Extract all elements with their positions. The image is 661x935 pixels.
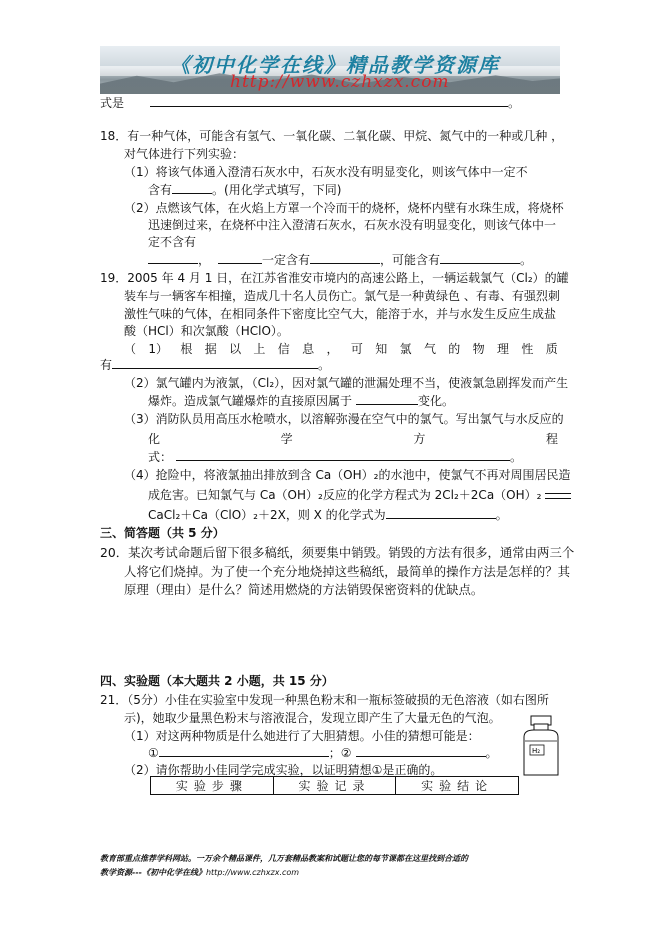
- q19-p1_words-word: 根: [180, 342, 193, 356]
- reagent-bottle-icon: [520, 715, 562, 777]
- q21-line1: 21．（5分）小佳在实验室中发现一种黑色粉末和一瓶标签破损的无色溶液（如右图所: [100, 693, 549, 707]
- q20-line2: 人将它们烧掉。为了使一个充分地烧掉这些稿纸，最简单的操作方法是怎样的？其: [124, 564, 571, 579]
- q19-p1_words-word: 质: [545, 342, 558, 356]
- q19-line4: 酸（HCl）和次氯酸（HClO）。: [124, 324, 289, 338]
- q19-p3_words-word: 程: [545, 432, 558, 446]
- col-header-steps: 实验步骤: [151, 777, 274, 795]
- bottle-label: H₂: [532, 747, 541, 755]
- q19-p1_words-word: 据: [204, 342, 217, 356]
- section4-title: 四、实验题（本大题共 2 小题，共 15 分）: [100, 674, 334, 688]
- q19-p4-line2: 成危害。已知氯气与 Ca（OH）₂反应的化学方程式为 2Cl₂＋2Ca（OH）₂: [148, 487, 571, 503]
- q18-p2-line1: （2）点燃该气体，在火焰上方罩一个冷而干的烧杯，烧杯内壁有水珠生成，将烧杯: [124, 201, 564, 215]
- experiment-table: [150, 776, 519, 795]
- q19-p1_words-word: 氯: [399, 342, 412, 356]
- q17-tail: 式是 。: [100, 96, 521, 110]
- q19-p3-line3: 式： 。: [148, 450, 523, 464]
- q19-p1_words-word: （: [124, 342, 137, 356]
- q19-p3-line1: （3）消防队员用高压水枪喷水，以溶解弥漫在空气中的氯气。写出氯气与水反应的: [124, 412, 564, 426]
- table-row: [151, 777, 519, 795]
- q18-p2-line3: 定不含有: [148, 235, 197, 249]
- footer-line1: 教育部重点推荐学科网站。一万余个精品课件，几万套精品教案和试题让您的每节课都在这里找到合适的: [100, 854, 468, 863]
- q19-p1-line1: [124, 341, 558, 357]
- banner-title: 《初中化学在线》精品教学资源库: [170, 53, 500, 77]
- q20-line3: 原理（理由）是什么？简述用燃烧的方法销毁保密资料的优缺点。: [124, 582, 484, 597]
- q21-p1-line2: ① ；② 。: [148, 746, 498, 760]
- q18-p2-line4: ， 一定含有 ，可能含有 。: [148, 252, 532, 268]
- q19-line2: 装车与一辆客车相撞，造成几十名人员伤亡。氯气是一种黄绿色 、有毒、有强烈刺: [124, 289, 560, 303]
- q21-p1-line1: （1）对这两种物质是什么她进行了大胆猜想。小佳的猜想可能是：: [124, 729, 480, 743]
- q19-p1_words-word: 可: [350, 342, 363, 356]
- q18-line1: 18．有一种气体，可能含有氢气、一氧化碳、二氧化碳、甲烷、氮气中的一种或几种 ，: [100, 129, 564, 143]
- q19-p1_words-word: 上: [253, 342, 266, 356]
- q19-p1_words-word: 信: [277, 342, 290, 356]
- q20-line1: 20．某次考试命题后留下很多稿纸，须要集中销毁。销毁的方法有很多，通常由两三个: [100, 545, 575, 560]
- q19-p4-line3: CaCl₂＋Ca（ClO）₂＋2X，则 X 的化学式为 。: [148, 508, 508, 522]
- col-header-records: 实验记录: [273, 777, 396, 795]
- q19-p1_words-word: 物: [472, 342, 485, 356]
- header-banner: [100, 46, 560, 94]
- q19-line3: 激性气味的气体，在相同条件下密度比空气大，能溶于水，并与水发生反应生成盐: [124, 307, 557, 321]
- q19-p1_words-word: 知: [375, 342, 388, 356]
- q19-p1_words-word: ，: [326, 342, 339, 356]
- footer-link[interactable]: http://www.czhxzx.com: [205, 868, 300, 877]
- q19-p4-line1: （4）抢险中，将液氯抽出排放到含 Ca（OH）₂的水池中，使氯气不再对周围居民造: [124, 468, 571, 482]
- footer-line2: 教学资源---《初中化学在线》http://www.czhxzx.com: [100, 868, 300, 877]
- banner-url: http://www.czhxzx.com: [230, 72, 450, 92]
- section3-title: 三、简答题（共 5 分）: [100, 526, 225, 540]
- q21-p2-line1: （2）请你帮助小佳同学完成实验，以证明猜想①是正确的。: [124, 763, 443, 777]
- q18-p1-line1: （1）将该气体通入澄清石灰水中，石灰水没有明显变化，则该气体中一定不: [124, 165, 528, 179]
- col-header-conclusion: 实验结论: [396, 777, 519, 795]
- q19-p1_words-word: 理: [497, 342, 510, 356]
- q18-line2: 对气体进行下列实验：: [124, 147, 245, 161]
- q18-p2-line2: 迅速倒过来，在烧杯中注入澄清石灰水，石灰水没有明显变化，则该气体中一: [148, 218, 557, 232]
- q19-p2-line2: 爆炸。造成氯气罐爆炸的直接原因属于 变化。: [148, 394, 455, 408]
- q19-p2-line1: （2）氯气罐内为液氯，（Cl₂），因对氯气罐的泄漏处理不当，使液氯急剧挥发而产生: [124, 376, 569, 390]
- q21-line2: 示)，她取少量黑色粉末与溶液混合，发现立即产生了大量无色的气泡。: [124, 711, 501, 725]
- q19-p1_words-word: 1）: [148, 342, 168, 356]
- q19-p1-line2: 有 。: [100, 358, 331, 372]
- q19-p3_words-word: 化: [148, 432, 161, 446]
- equals-sign: [545, 493, 571, 499]
- q19-p3-line2: [148, 431, 558, 447]
- q19-p3_words-word: 学: [280, 432, 293, 446]
- q19-p1_words-word: 气: [423, 342, 436, 356]
- q19-p1_words-word: 性: [521, 342, 534, 356]
- q19-p1_words-word: 息: [302, 342, 315, 356]
- q18-p1-line2: 含有 。(用化学式填写，下同): [148, 183, 342, 197]
- q19-p3_words-word: 方: [413, 432, 426, 446]
- q19-p1_words-word: 的: [448, 342, 461, 356]
- q19-line1: 19．2005 年 4 月 1 日，在江苏省淮安市境内的高速公路上，一辆运载氯气（Cl₂）的罐: [100, 271, 569, 285]
- q19-p1_words-word: 以: [229, 342, 242, 356]
